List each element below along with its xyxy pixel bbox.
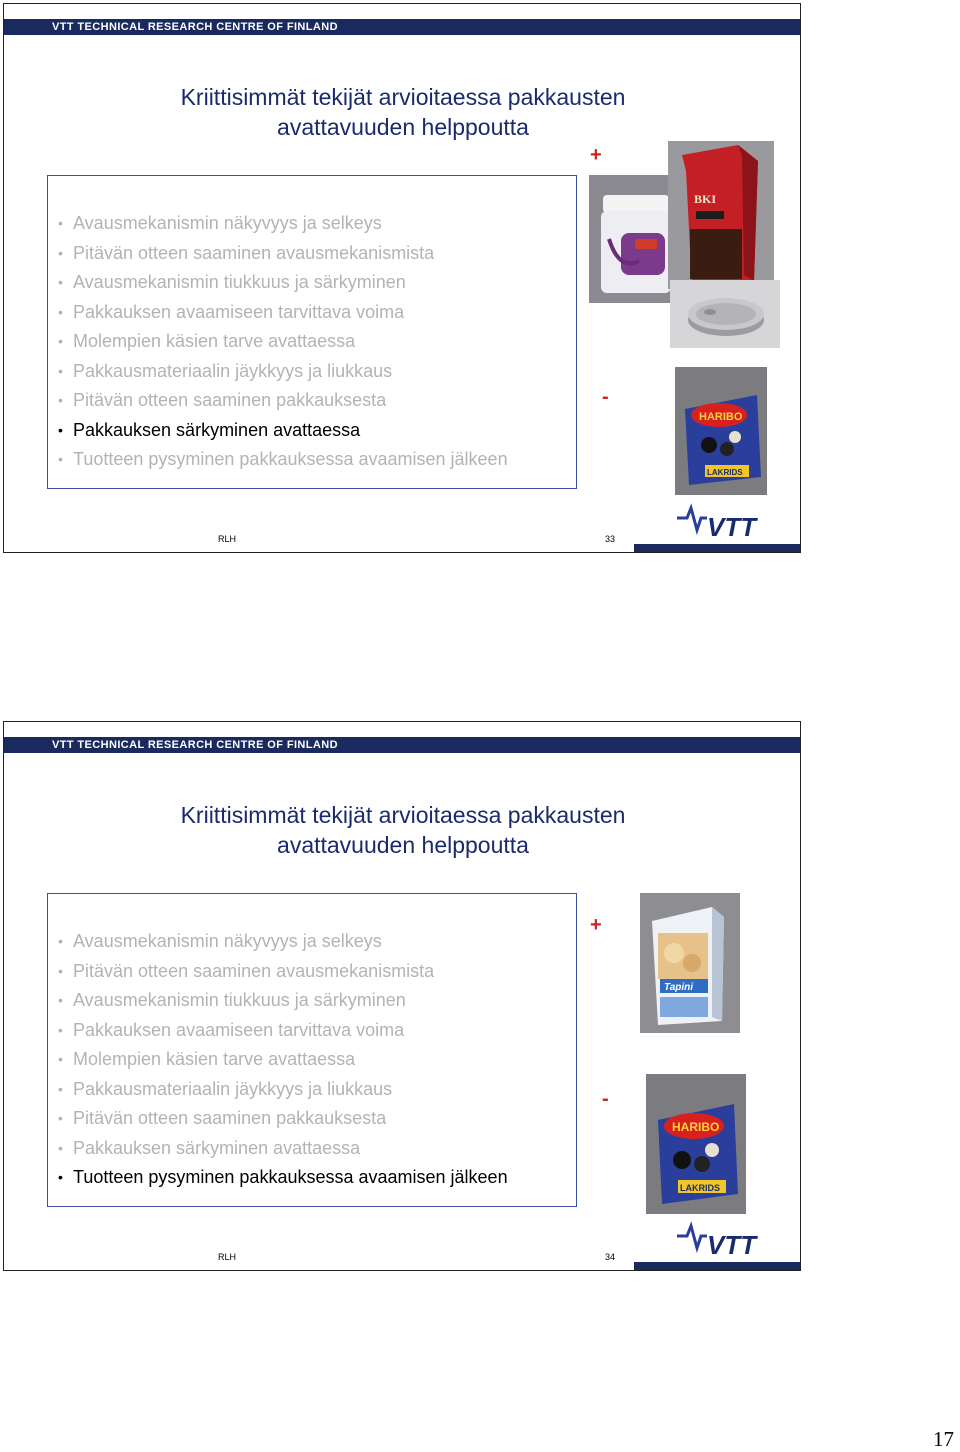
cookie-box-photo (640, 893, 740, 1033)
bullet-item (48, 1075, 508, 1105)
bullet-dot: • (58, 1110, 63, 1126)
footer-author: RLH (218, 1252, 237, 1262)
candy-brand-label: HARIBO (672, 1120, 720, 1134)
bullet-text: Pitävän otteen saaminen avausmekanismista (73, 242, 435, 263)
bullet-text: Molempien käsien tarve avattaessa (73, 331, 356, 351)
vtt-logo-text: VTT (707, 512, 757, 542)
bullet-dot: • (58, 1139, 63, 1156)
bullet-dot: • (58, 992, 63, 1008)
footer-bar (634, 544, 800, 552)
bullet-dot: • (58, 333, 63, 349)
bullet-text: Tuotteen pysyminen pakkauksessa avaamisen jälkeen (73, 449, 508, 469)
bullet-item (48, 927, 508, 957)
bullet-text: Pakkauksen avaamiseen tarvittava voima (73, 1019, 405, 1040)
bullet-dot: • (58, 1080, 63, 1097)
slide-33 (3, 3, 801, 553)
bullet-item (48, 327, 508, 357)
vtt-logo-text: VTT (707, 1230, 757, 1260)
bullet-dot: • (58, 933, 63, 949)
bullet-item (48, 957, 508, 987)
bullet-dot: • (58, 1169, 63, 1185)
minus-mark: - (602, 386, 609, 408)
title-line-2: avattavuuden helppoutta (277, 832, 529, 858)
bullet-text: Avausmekanismin tiukkuus ja särkyminen (73, 990, 406, 1010)
bullet-dot: • (58, 215, 63, 231)
bullet-dot: • (58, 962, 63, 979)
bullet-item (48, 298, 508, 328)
bullet-dot: • (58, 392, 63, 408)
bullet-item (48, 445, 508, 475)
bullet-item (48, 1016, 508, 1046)
bullet-item (48, 1163, 508, 1193)
bullet-text: Avausmekanismin näkyvyys ja selkeys (73, 213, 382, 233)
bullet-text: Pitävän otteen saaminen pakkauksesta (73, 1108, 387, 1128)
can-photo (670, 280, 780, 348)
minus-mark: - (602, 1088, 609, 1110)
bullet-text: Pakkauksen särkyminen avattaessa (73, 1137, 361, 1158)
page-number: 17 (933, 1427, 954, 1451)
slide-title (4, 800, 801, 860)
bullet-box (47, 893, 577, 1207)
slide-title (4, 82, 801, 142)
footer-slide-number: 34 (605, 1252, 616, 1262)
bullet-list (48, 927, 508, 1193)
coffee-pack-photo (668, 141, 774, 289)
candy-bag-photo (646, 1074, 746, 1214)
candy-variety-label: LAKRIDS (707, 468, 743, 477)
bullet-dot: • (58, 303, 63, 320)
bullet-text: Avausmekanismin näkyvyys ja selkeys (73, 931, 382, 951)
bullet-dot: • (58, 421, 63, 438)
cookie-brand-label: Tapini (664, 982, 694, 993)
footer-author: RLH (218, 534, 237, 544)
header-bar (4, 737, 800, 753)
vtt-logo (677, 1220, 777, 1260)
bullet-item (48, 386, 508, 416)
header-bar (4, 19, 800, 35)
candy-brand-label: HARIBO (699, 411, 743, 423)
bullet-item (48, 357, 508, 387)
bullet-text: Pakkauksen särkyminen avattaessa (73, 419, 361, 440)
header-org-name: VTT TECHNICAL RESEARCH CENTRE OF FINLAND (52, 739, 338, 751)
slide-34 (3, 721, 801, 1271)
bullet-text: Avausmekanismin tiukkuus ja särkyminen (73, 272, 406, 292)
bullet-text: Molempien käsien tarve avattaessa (73, 1049, 356, 1069)
bullet-text: Pitävän otteen saaminen pakkauksesta (73, 390, 387, 410)
bullet-item (48, 268, 508, 298)
bullet-box (47, 175, 577, 489)
bullet-dot: • (58, 451, 63, 467)
bullet-dot: • (58, 1021, 63, 1038)
plus-mark: + (590, 144, 602, 166)
bullet-item (48, 416, 508, 446)
bullet-item (48, 239, 508, 269)
bullet-item (48, 1134, 508, 1164)
footer-slide-number: 33 (605, 534, 616, 544)
bullet-text: Pakkausmateriaalin jäykkyys ja liukkaus (73, 360, 393, 381)
bullet-dot: • (58, 1051, 63, 1067)
bullet-dot: • (58, 274, 63, 290)
bullet-item (48, 209, 508, 239)
bullet-text: Pakkausmateriaalin jäykkyys ja liukkaus (73, 1078, 393, 1099)
bullet-text: Pitävän otteen saaminen avausmekanismista (73, 960, 435, 981)
header-org-name: VTT TECHNICAL RESEARCH CENTRE OF FINLAND (52, 21, 338, 33)
bullet-dot: • (58, 362, 63, 379)
vtt-logo (677, 502, 777, 542)
footer-bar (634, 1262, 800, 1270)
bullet-text: Tuotteen pysyminen pakkauksessa avaamisen jälkeen (73, 1167, 508, 1187)
title-line-1: Kriittisimmät tekijät arvioitaessa pakkausten (180, 802, 626, 828)
plus-mark: + (590, 914, 602, 936)
bullet-dot: • (58, 244, 63, 261)
candy-bag-photo (675, 367, 767, 495)
bullet-item (48, 986, 508, 1016)
title-line-2: avattavuuden helppoutta (277, 114, 529, 140)
bullet-text: Pakkauksen avaamiseen tarvittava voima (73, 301, 405, 322)
bullet-list (48, 209, 508, 475)
coffee-brand-label: BKI (694, 192, 717, 206)
bullet-item (48, 1104, 508, 1134)
bullet-item (48, 1045, 508, 1075)
title-line-1: Kriittisimmät tekijät arvioitaessa pakkausten (180, 84, 626, 110)
candy-variety-label: LAKRIDS (680, 1183, 720, 1193)
